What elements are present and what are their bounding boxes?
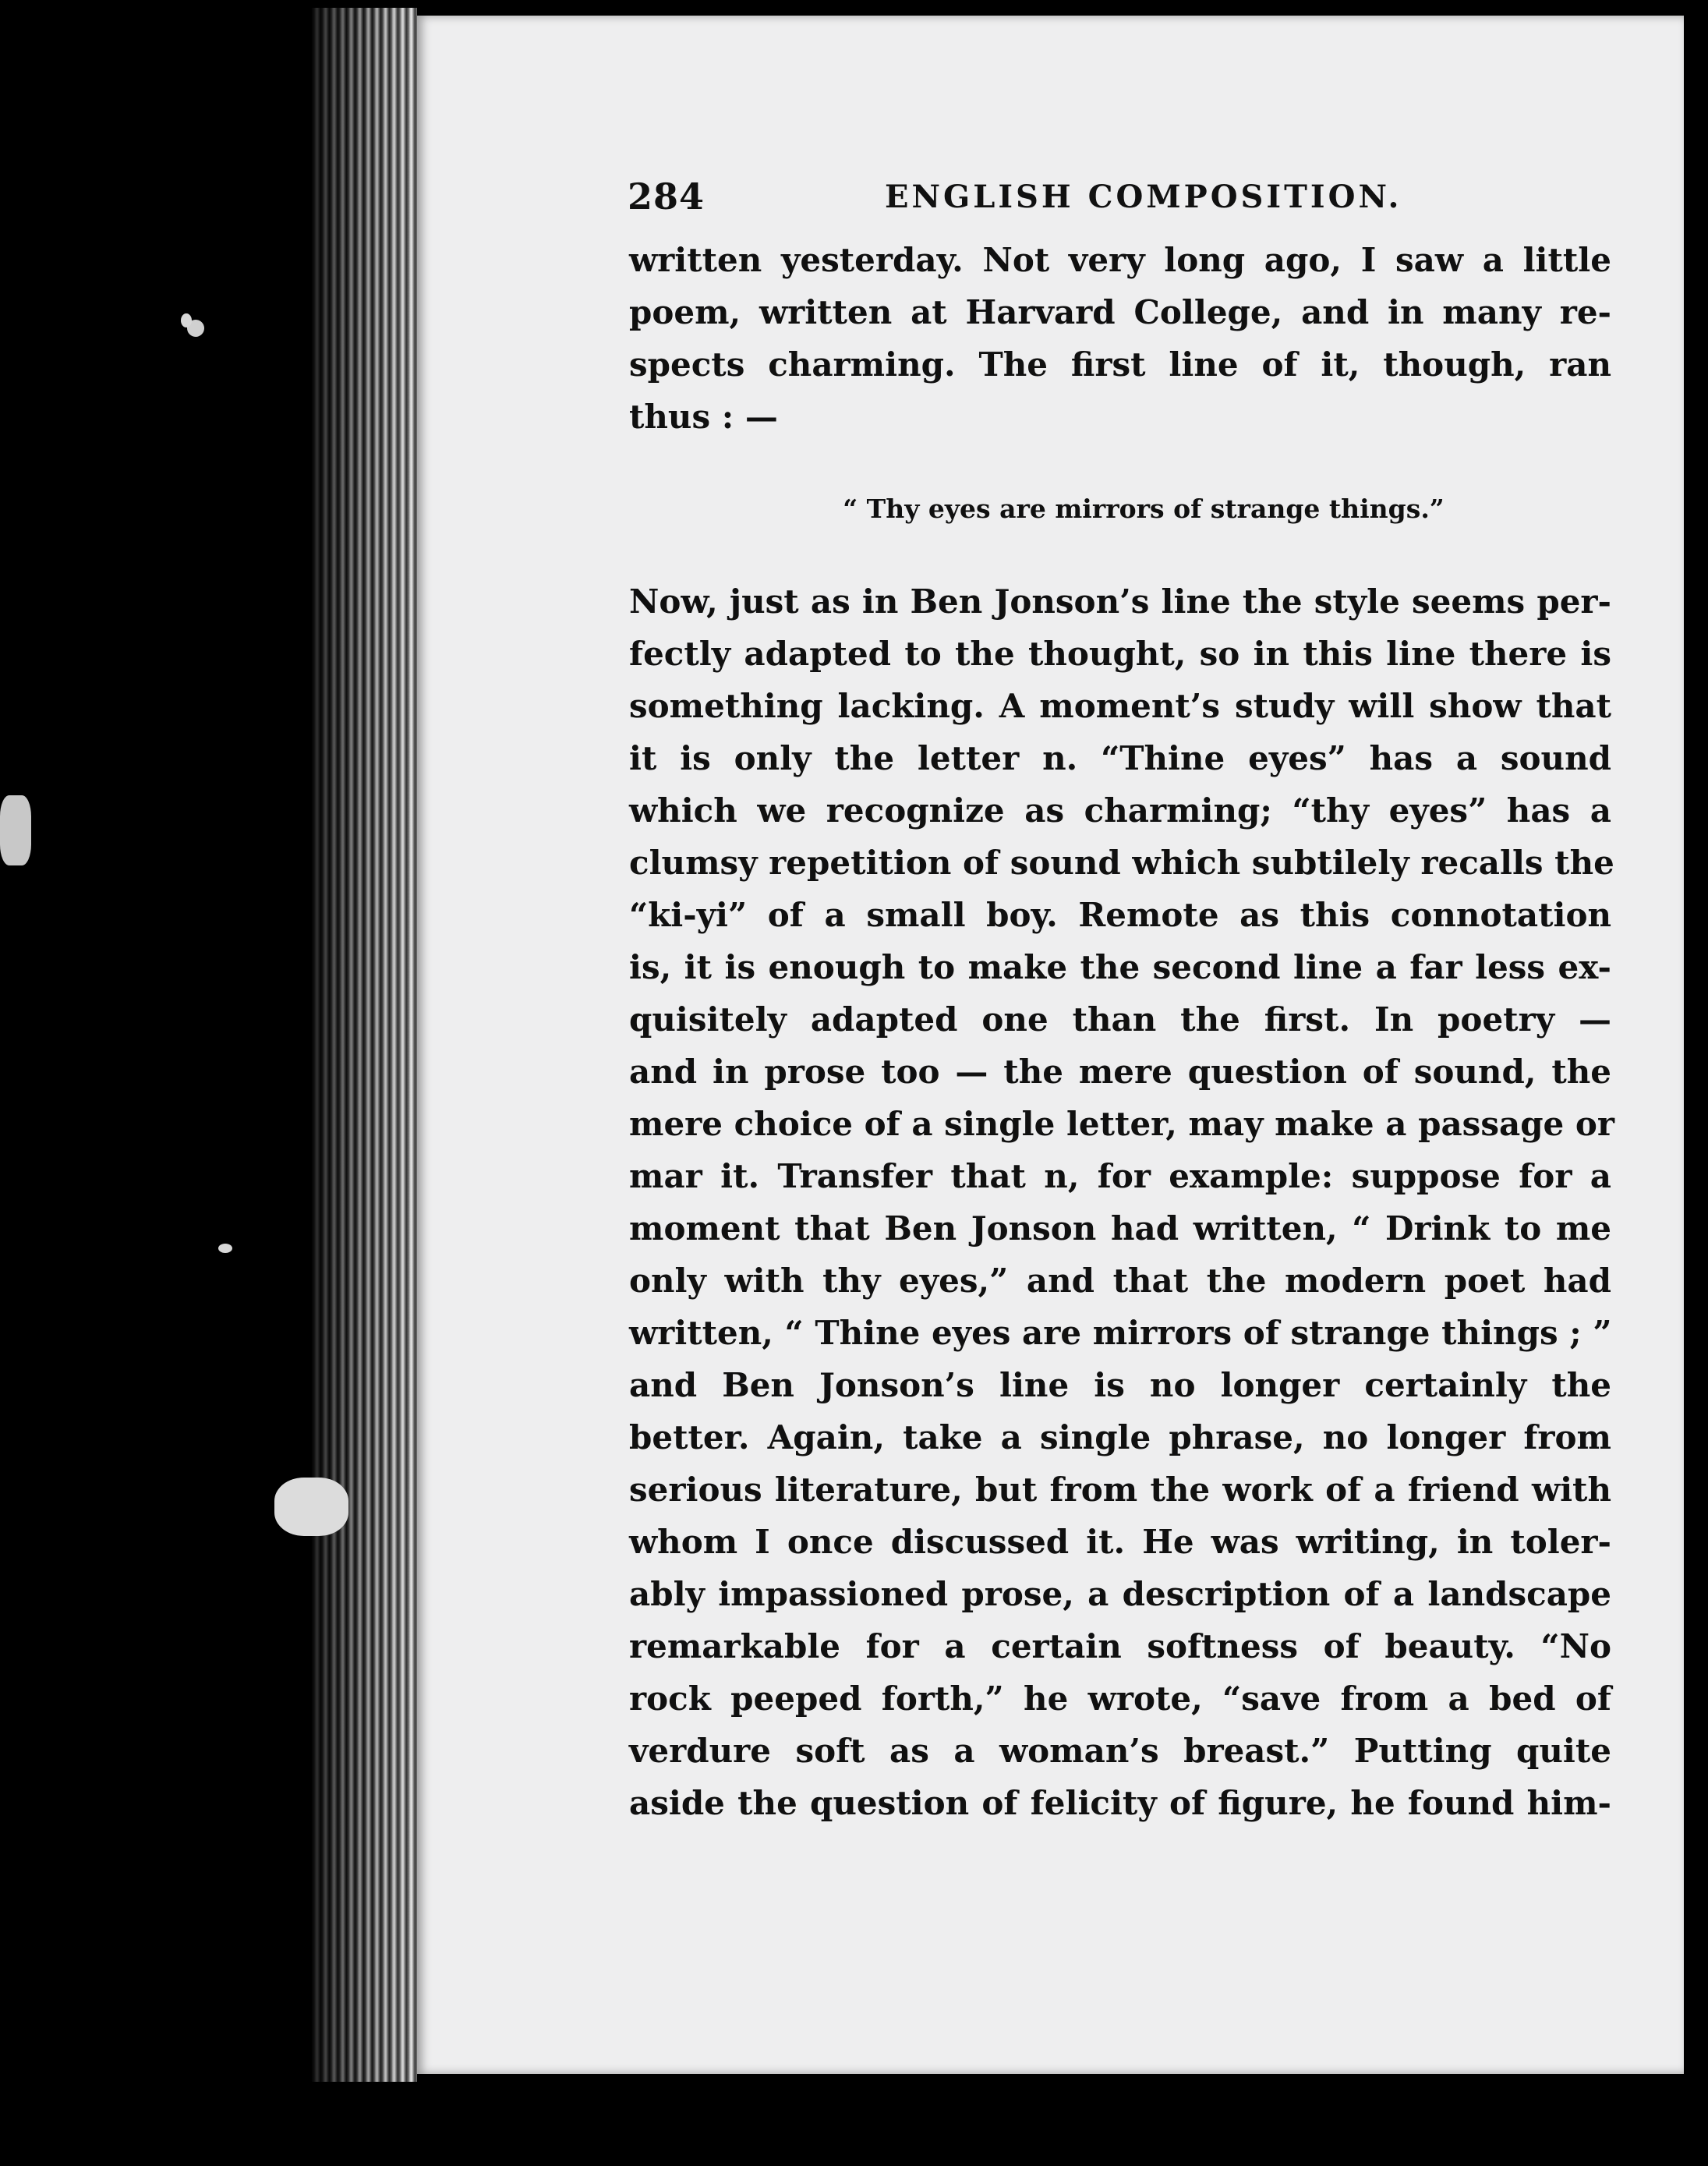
text-line: spects charming. The first line of it, though, ran (629, 345, 1611, 384)
text-line: clumsy repetition of sound which subtilely recalls the (629, 844, 1614, 882)
running-head: ENGLISH COMPOSITION. (885, 179, 1402, 215)
text-line: thus : — (629, 398, 778, 436)
margin-speck (218, 1244, 232, 1253)
page-header (628, 175, 1610, 238)
text-line: written, “ Thine eyes are mirrors of strange things ; ” (629, 1314, 1612, 1352)
block-quote: “ Thy eyes are mirrors of strange things.” (843, 494, 1445, 524)
text-line: only with thy eyes,” and that the modern poet had (629, 1262, 1611, 1300)
text-line: rock peeped forth,” he wrote, “save from a bed of (629, 1679, 1611, 1718)
text-line: mar it. Transfer that n, for example: suppose for a (629, 1157, 1611, 1195)
book-page-edges-shade (312, 8, 417, 2082)
text-line: mere choice of a single letter, may make a passage or (629, 1105, 1615, 1143)
text-line: poem, written at Harvard College, and in many re- (629, 293, 1611, 331)
text-line: remarkable for a certain softness of beauty. “No (629, 1627, 1611, 1665)
text-line: moment that Ben Jonson had written, “ Drink to me (629, 1209, 1611, 1248)
text-line: fectly adapted to the thought, so in this line there is (629, 635, 1611, 673)
text-line: whom I once discussed it. He was writing, in toler- (629, 1523, 1611, 1561)
text-line: quisitely adapted one than the first. In poetry — (629, 1000, 1611, 1039)
text-line: aside the question of felicity of figure, he found him- (629, 1784, 1611, 1822)
page-number: 284 (628, 175, 705, 218)
margin-blot (274, 1478, 348, 1536)
text-line: and Ben Jonson’s line is no longer certainly the (629, 1366, 1611, 1404)
text-line: it is only the letter n. “Thine eyes” has a sound (629, 739, 1611, 777)
text-line: serious literature, but from the work of a friend with (629, 1471, 1611, 1509)
margin-blot (0, 795, 31, 865)
text-line: is, it is enough to make the second line a far less ex- (629, 948, 1611, 986)
text-line: and in prose too — the mere question of sound, the (629, 1053, 1611, 1091)
text-line: something lacking. A moment’s study will show that (629, 687, 1611, 725)
text-line: “ki-yi” of a small boy. Remote as this connotation (629, 896, 1611, 934)
text-line: better. Again, take a single phrase, no longer from (629, 1418, 1611, 1456)
text-line: ably impassioned prose, a description of a landscape (629, 1575, 1611, 1613)
text-line: verdure soft as a woman’s breast.” Putting quite (629, 1732, 1611, 1770)
body-text (629, 234, 1615, 1829)
text-line: written yesterday. Not very long ago, I saw a little (629, 241, 1611, 279)
margin-speck (181, 313, 192, 327)
text-line: which we recognize as charming; “thy eyes” has a (629, 791, 1611, 830)
text-line: Now, just as in Ben Jonson’s line the style seems per- (629, 582, 1611, 621)
